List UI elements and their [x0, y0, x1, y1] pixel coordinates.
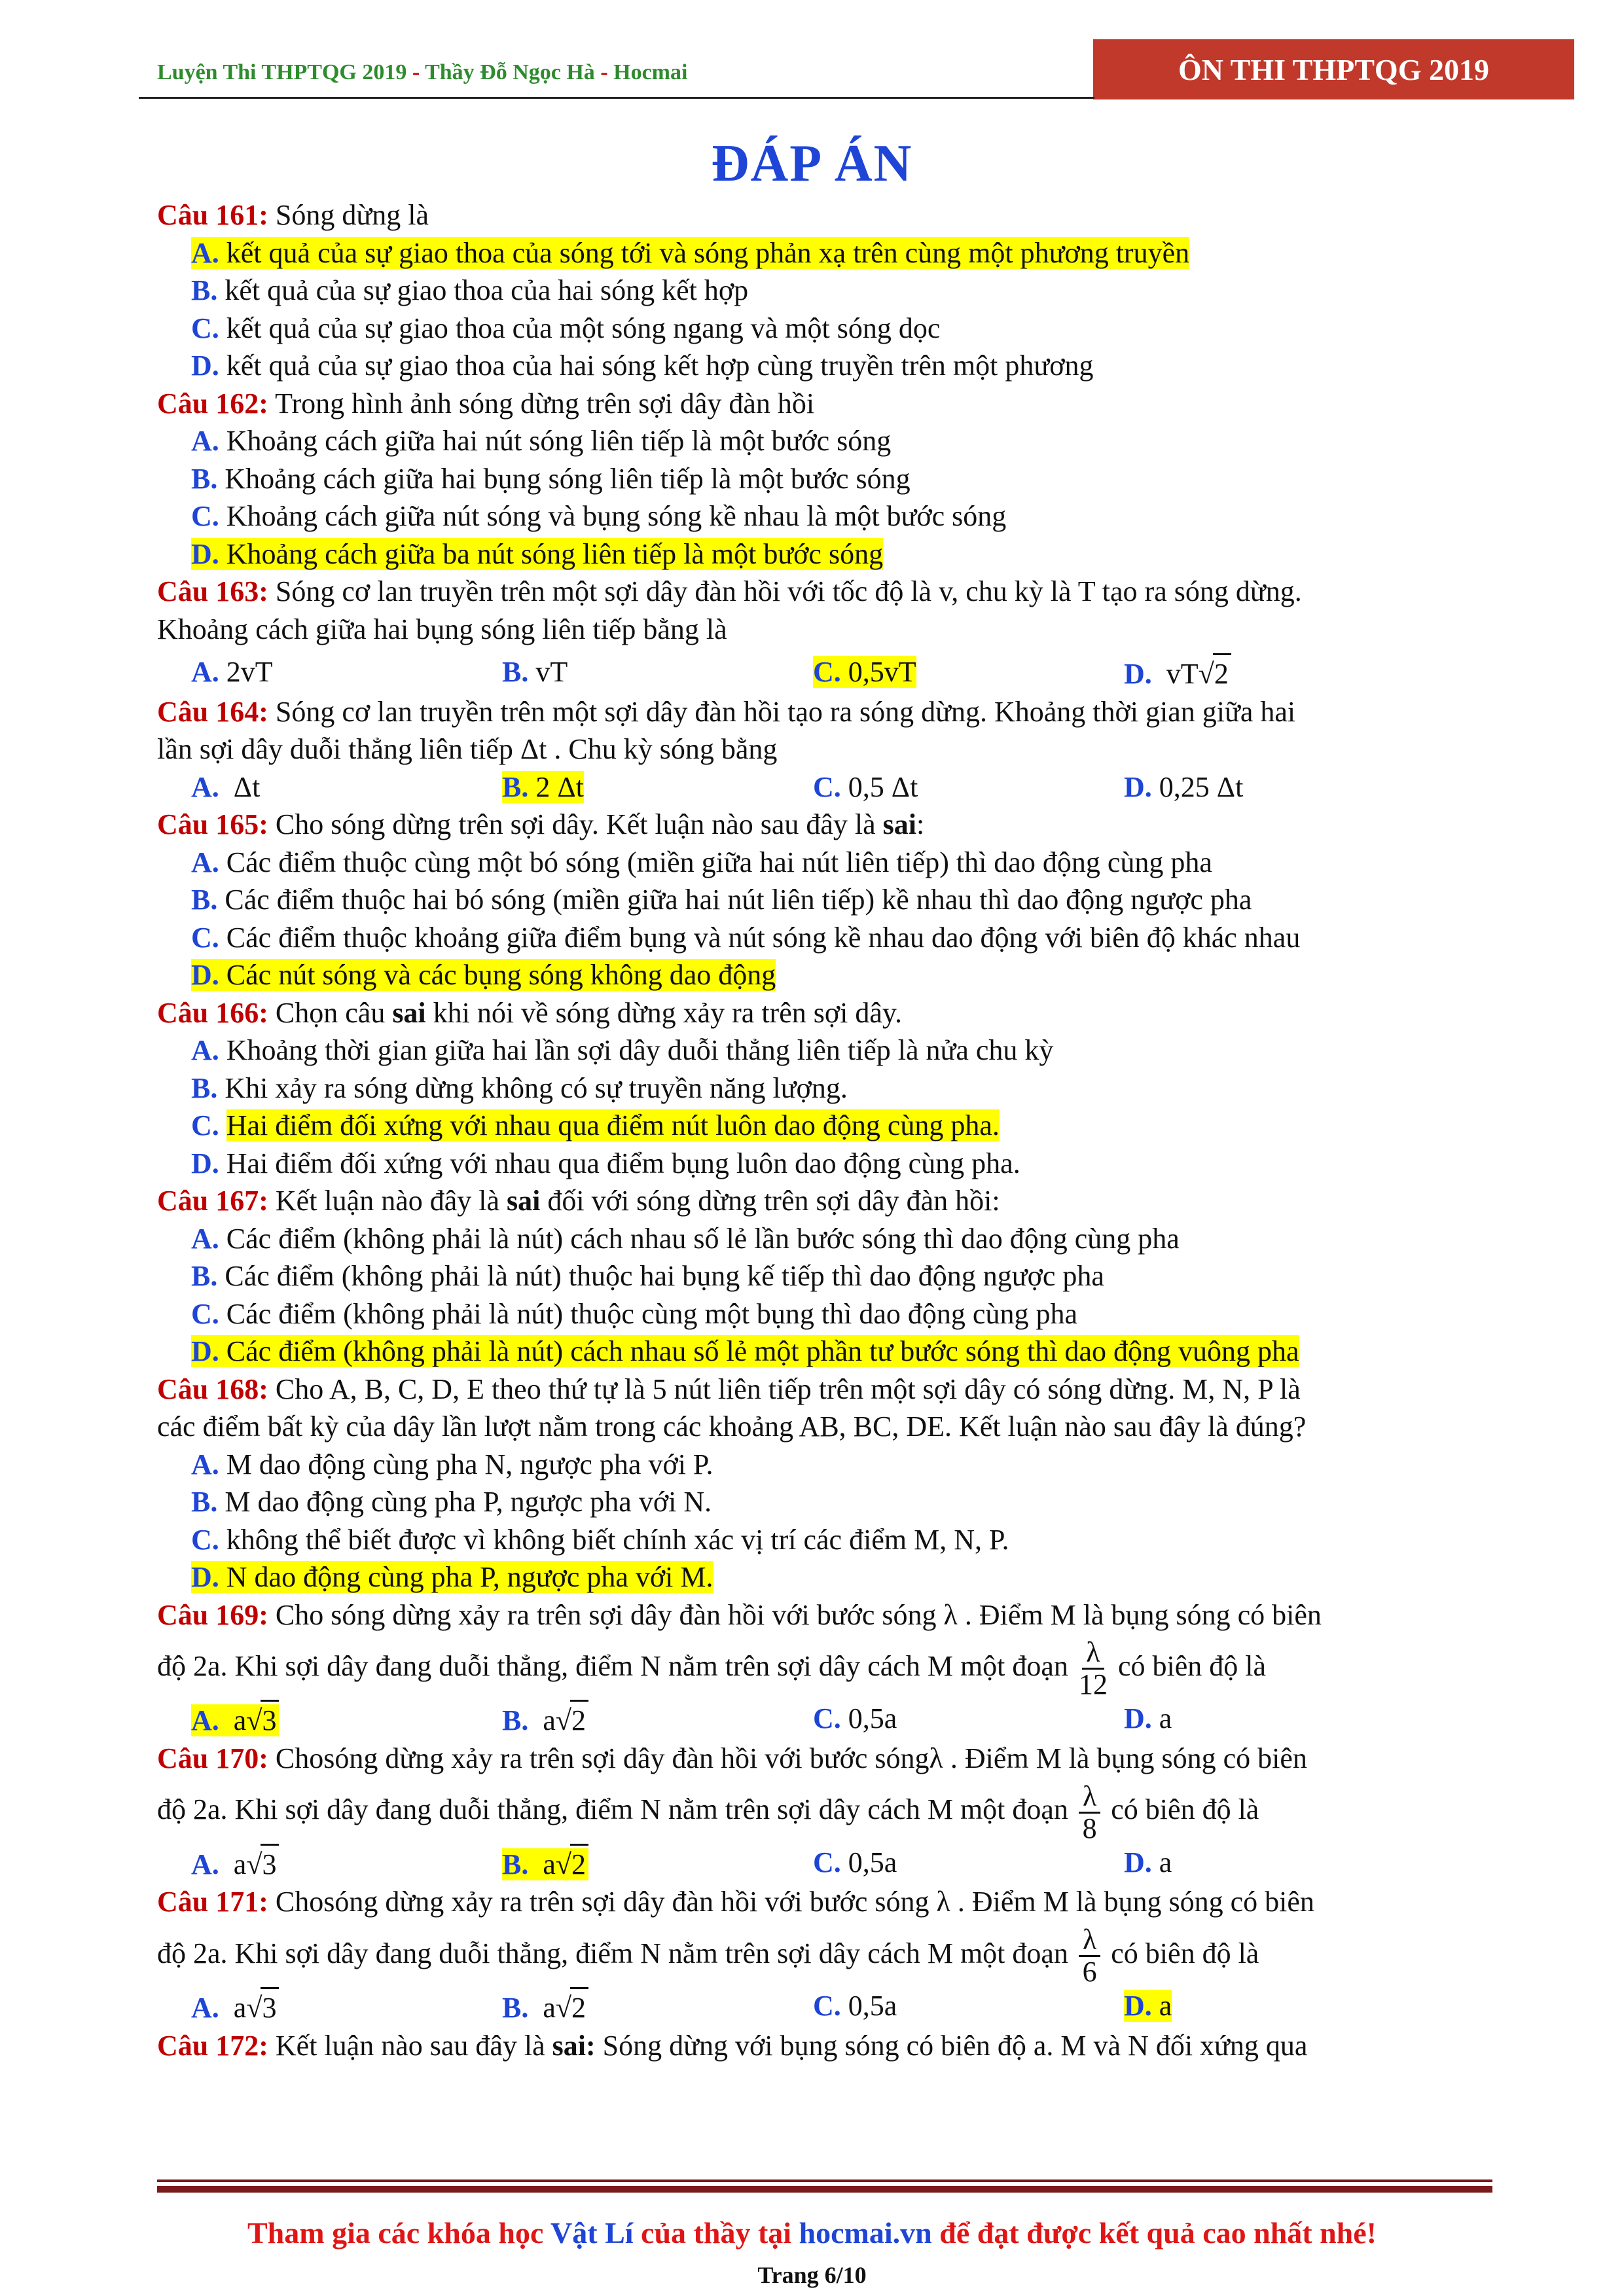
- option-b: B. a√2: [502, 1987, 813, 2027]
- option-text: 0,5a: [848, 1990, 897, 2022]
- header-brand: Hocmai: [613, 60, 688, 84]
- option-a: A. Các điểm thuộc cùng một bó sóng (miền giữa hai nút liên tiếp) thì dao động cùng pha: [191, 846, 1212, 878]
- option-a: A. M dao động cùng pha N, ngược pha với P.: [191, 1448, 713, 1480]
- option-a: A. Khoảng thời gian giữa hai lần sợi dây duỗi thẳng liên tiếp là nửa chu kỳ: [191, 1034, 1054, 1066]
- option-d: D. 0,25 Δt: [1124, 770, 1244, 803]
- option-letter: C.: [191, 312, 219, 344]
- sqrt-symbol: √2: [1199, 653, 1231, 693]
- question-text: Chosóng dừng xảy ra trên sợi dây đàn hồi với bước sóngλ . Điểm M là bụng sóng có biên: [268, 1742, 1307, 1774]
- sqrt-symbol: √3: [246, 1987, 279, 2027]
- question-stem: [157, 196, 1499, 234]
- sqrt-symbol: √3: [246, 1844, 279, 1884]
- option-letter: B.: [191, 462, 218, 495]
- option-text: Hai điểm đối xứng với nhau qua điểm nút luôn dao động cùng pha.: [226, 1109, 1000, 1141]
- option-text: Khoảng cách giữa hai nút sóng liên tiếp là một bước sóng: [226, 425, 892, 457]
- options-row: [157, 1700, 1499, 1740]
- question-number: Câu 167:: [157, 1185, 268, 1217]
- header-course: Luyện Thi THPTQG 2019: [157, 60, 407, 84]
- option-text: Hai điểm đối xứng với nhau qua điểm bụng luôn dao động cùng pha.: [226, 1147, 1020, 1179]
- option-a: [157, 422, 1499, 460]
- header-sep: -: [594, 60, 614, 84]
- question-stem: [157, 1371, 1499, 1408]
- question-text: Trong hình ảnh sóng dừng trên sợi dây đàn hồi: [268, 387, 815, 420]
- question-stem: [157, 385, 1499, 423]
- question-text-line2: độ 2a. Khi sợi dây đang duỗi thẳng, điểm N nằm trên sợi dây cách M một đoạn $\frac{\lambda}{12}$ có biên độ là: [157, 1636, 1266, 1701]
- option-text: 2vT: [226, 656, 273, 688]
- option-d: D. a: [1124, 1990, 1172, 2022]
- question-number: Câu 169:: [157, 1598, 268, 1631]
- options-row: [157, 1987, 1499, 2027]
- option-text: 2 Δt: [535, 770, 584, 803]
- options-row: [157, 1844, 1499, 1884]
- option-a: A. a√3: [191, 1700, 502, 1740]
- option-text: Các điểm (không phải là nút) thuộc hai bụng kế tiếp thì dao động ngược pha: [225, 1260, 1104, 1292]
- question-stem: Câu 172: Kết luận nào sau đây là sai: Sóng dừng với bụng sóng có biên độ a. M và N đối xứng qua: [157, 2029, 1308, 2062]
- question-text-line2: lần sợi dây duỗi thẳng liên tiếp Δt . Chu kỳ sóng bằng: [157, 733, 778, 765]
- option-text: 0,5a: [848, 1846, 897, 1878]
- question-text: Chosóng dừng xảy ra trên sợi dây đàn hồi với bước sóng λ . Điểm M là bụng sóng có biên: [268, 1886, 1314, 1918]
- option-text: Các điểm thuộc cùng một bó sóng (miền giữa hai nút liên tiếp) thì dao động cùng pha: [226, 846, 1212, 878]
- option-text: Khi xảy ra sóng dừng không có sự truyền năng lượng.: [225, 1071, 848, 1104]
- option-b: B. vT: [502, 656, 568, 688]
- question-number: Câu 168:: [157, 1372, 268, 1405]
- question-text-line2: độ 2a. Khi sợi dây đang duỗi thẳng, điểm N nằm trên sợi dây cách M một đoạn $\frac{\lambda}{6}$ có biên độ là: [157, 1924, 1259, 1988]
- option-text: không thể biết được vì không biết chính xác vị trí các điểm M, N, P.: [226, 1523, 1009, 1556]
- option-d: D. N dao động cùng pha P, ngược pha với M.: [191, 1561, 713, 1593]
- option-d: [157, 535, 1499, 573]
- question-number: Câu 161:: [157, 199, 268, 231]
- footer-divider: [157, 2179, 1492, 2182]
- option-text: N dao động cùng pha P, ngược pha với M.: [226, 1561, 713, 1593]
- option-b: B. 2 Δt: [502, 770, 584, 803]
- option-c: C. Hai điểm đối xứng với nhau qua điểm nút luôn dao động cùng pha.: [191, 1109, 1000, 1141]
- option-c: [157, 497, 1499, 535]
- option-letter: B.: [191, 274, 218, 306]
- option-text: M dao động cùng pha N, ngược pha với P.: [226, 1448, 713, 1480]
- option-text: Các nút sóng và các bụng sóng không dao động: [226, 959, 776, 991]
- option-c: C. không thể biết được vì không biết chính xác vị trí các điểm M, N, P.: [191, 1523, 1009, 1556]
- question-number: Câu 162:: [157, 387, 268, 420]
- option-letter: A.: [191, 425, 219, 457]
- options-row: [157, 653, 1499, 693]
- question-text: Sóng dừng là: [268, 199, 429, 231]
- option-a: A. 2vT: [191, 656, 273, 688]
- option-text: Các điểm thuộc khoảng giữa điểm bụng và nút sóng kề nhau dao động với biên độ khác nhau: [226, 921, 1301, 954]
- question-list: [157, 196, 1499, 2064]
- option-a: A. Δt: [191, 770, 261, 803]
- option-c: C. Các điểm (không phải là nút) thuộc cùng một bụng thì dao động cùng pha: [191, 1297, 1077, 1330]
- option-d: D. Các nút sóng và các bụng sóng không dao động: [191, 959, 776, 991]
- option-b: B. a√2: [502, 1844, 813, 1884]
- option-text: Các điểm thuộc hai bó sóng (miền giữa hai nút liên tiếp) kề nhau thì dao động ngược pha: [225, 884, 1252, 916]
- page-number: Trang 6/10: [757, 2262, 867, 2288]
- option-c: C. Các điểm thuộc khoảng giữa điểm bụng và nút sóng kề nhau dao động với biên độ khác nhau: [191, 921, 1301, 954]
- option-a: A. Các điểm (không phải là nút) cách nhau số lẻ lần bước sóng thì dao động cùng pha: [191, 1222, 1180, 1255]
- option-c: C. 0,5a: [813, 1990, 897, 2022]
- option-b: B. a√2: [502, 1700, 813, 1740]
- option-letter: D.: [191, 350, 219, 382]
- option-text: kết quả của sự giao thoa của sóng tới và sóng phản xạ trên cùng một phương truyền: [226, 236, 1190, 269]
- option-c: C. 0,5 Δt: [813, 770, 918, 803]
- question-stem: Câu 166: Chọn câu sai khi nói về sóng dừng xảy ra trên sợi dây.: [157, 996, 903, 1029]
- option-a: A. a√3: [191, 1987, 502, 2027]
- option-c: C. 0,5a: [813, 1846, 897, 1878]
- option-d: [157, 347, 1499, 385]
- option-text: M dao động cùng pha P, ngược pha với N.: [225, 1486, 712, 1518]
- header-badge: ÔN THI THPTQG 2019: [1093, 39, 1574, 99]
- page-title: ĐÁP ÁN: [711, 135, 913, 192]
- sqrt-symbol: √2: [556, 1987, 588, 2027]
- option-b: B. M dao động cùng pha P, ngược pha với N.: [191, 1486, 712, 1518]
- option-a: [157, 234, 1499, 272]
- question-stem: [157, 1596, 1499, 1634]
- option-text: Các điểm (không phải là nút) cách nhau số lẻ một phần tư bước sóng thì dao động vuông pha: [226, 1335, 1299, 1367]
- option-letter: C.: [191, 500, 219, 532]
- option-c: C. 0,5a: [813, 1702, 897, 1735]
- question-stem: Câu 167: Kết luận nào đây là sai đối với sóng dừng trên sợi dây đàn hồi:: [157, 1185, 1000, 1217]
- question-number: Câu 172:: [157, 2029, 268, 2062]
- options-row: [157, 768, 1499, 806]
- sqrt-symbol: √3: [246, 1700, 279, 1740]
- option-text: kết quả của sự giao thoa của một sóng ngang và một sóng dọc: [226, 312, 941, 344]
- footer-divider-thick: [157, 2186, 1492, 2193]
- option-b: B. Các điểm thuộc hai bó sóng (miền giữa hai nút liên tiếp) kề nhau thì dao động ngược pha: [191, 884, 1252, 916]
- question-stem: [157, 573, 1499, 611]
- option-text: 0,5a: [848, 1702, 897, 1735]
- option-letter: A.: [191, 236, 219, 269]
- question-stem: [157, 693, 1499, 731]
- option-text: 0,5vT: [848, 656, 916, 688]
- question-number: Câu 170:: [157, 1742, 268, 1774]
- sqrt-symbol: √2: [556, 1700, 588, 1740]
- question-text: Sóng cơ lan truyền trên một sợi dây đàn hồi với tốc độ là v, chu kỳ là T tạo ra sóng dừng.: [268, 575, 1302, 607]
- option-text: a: [1159, 1990, 1172, 2022]
- question-text: Cho A, B, C, D, E theo thứ tự là 5 nút liên tiếp trên một sợi dây có sóng dừng. M, N, P là: [268, 1372, 1301, 1405]
- footer-promo: Tham gia các khóa học Vật Lí của thầy tại hocmai.vn để đạt được kết quả cao nhất nhé!: [247, 2216, 1377, 2250]
- question-text-line2: Khoảng cách giữa hai bụng sóng liên tiếp bằng là: [157, 613, 727, 645]
- header-teacher: Thầy Đỗ Ngọc Hà: [425, 60, 595, 84]
- option-text: vT: [1166, 658, 1199, 690]
- option-b: [157, 460, 1499, 498]
- header-title: [157, 60, 687, 85]
- option-letter: D.: [191, 537, 219, 570]
- question-text-line2: các điểm bất kỳ của dây lần lượt nằm trong các khoảng AB, BC, DE. Kết luận nào sau đây là đúng?: [157, 1410, 1307, 1443]
- footer-link[interactable]: hocmai.vn: [799, 2216, 932, 2250]
- option-b: B. Các điểm (không phải là nút) thuộc hai bụng kế tiếp thì dao động ngược pha: [191, 1260, 1104, 1292]
- option-c: [157, 310, 1499, 348]
- question-number: Câu 165:: [157, 808, 268, 840]
- question-number: Câu 171:: [157, 1886, 268, 1918]
- option-text: a: [1159, 1702, 1172, 1735]
- option-text: Khoảng cách giữa hai bụng sóng liên tiếp là một bước sóng: [225, 462, 911, 495]
- question-text: Sóng cơ lan truyền trên một sợi dây đàn hồi tạo ra sóng dừng. Khoảng thời gian giữa hai: [268, 695, 1296, 728]
- option-text: 0,25 Δt: [1159, 770, 1244, 803]
- sqrt-symbol: √2: [556, 1844, 588, 1884]
- option-text: kết quả của sự giao thoa của hai sóng kết hợp: [225, 274, 749, 306]
- question-text-line2: độ 2a. Khi sợi dây đang duỗi thẳng, điểm N nằm trên sợi dây cách M một đoạn $\frac{\lambda}{8}$ có biên độ là: [157, 1780, 1259, 1844]
- option-a: A. a√3: [191, 1844, 502, 1884]
- question-number: Câu 166:: [157, 996, 268, 1029]
- fraction: $\frac{\lambda}{6}$: [1079, 1925, 1100, 1987]
- header-divider: [139, 97, 1094, 99]
- option-text: Các điểm (không phải là nút) cách nhau số lẻ lần bước sóng thì dao động cùng pha: [226, 1222, 1180, 1255]
- option-text: 0,5 Δt: [848, 770, 918, 803]
- header-sep: -: [406, 60, 425, 84]
- option-text: kết quả của sự giao thoa của hai sóng kết hợp cùng truyền trên một phương: [226, 350, 1094, 382]
- option-text: Khoảng thời gian giữa hai lần sợi dây duỗi thẳng liên tiếp là nửa chu kỳ: [226, 1034, 1054, 1066]
- question-stem: [157, 1883, 1499, 1921]
- question-stem: [157, 1740, 1499, 1778]
- question-number: Câu 163:: [157, 575, 268, 607]
- question-stem: Câu 165: Cho sóng dừng trên sợi dây. Kết luận nào sau đây là sai:: [157, 808, 925, 840]
- fraction: $\frac{\lambda}{8}$: [1079, 1782, 1100, 1844]
- fraction: $\frac{\lambda}{12}$: [1078, 1636, 1108, 1701]
- option-text: Các điểm (không phải là nút) thuộc cùng một bụng thì dao động cùng pha: [226, 1297, 1077, 1330]
- option-d: D. a: [1124, 1702, 1172, 1735]
- option-b: [157, 272, 1499, 310]
- option-d: D. Hai điểm đối xứng với nhau qua điểm bụng luôn dao động cùng pha.: [191, 1147, 1020, 1179]
- option-c: C. 0,5vT: [813, 656, 916, 688]
- option-d: D. a: [1124, 1846, 1172, 1878]
- option-text: Khoảng cách giữa nút sóng và bụng sóng kề nhau là một bước sóng: [226, 500, 1007, 532]
- question-number: Câu 164:: [157, 695, 268, 728]
- option-d: D. Các điểm (không phải là nút) cách nhau số lẻ một phần tư bước sóng thì dao động vuông pha: [191, 1335, 1299, 1367]
- option-d: D. vT√2: [1124, 653, 1435, 693]
- option-text: Δt: [233, 770, 261, 803]
- option-text: vT: [535, 656, 568, 688]
- question-text: Cho sóng dừng xảy ra trên sợi dây đàn hồi với bước sóng λ . Điểm M là bụng sóng có biên: [268, 1598, 1322, 1631]
- option-text: Khoảng cách giữa ba nút sóng liên tiếp là một bước sóng: [226, 537, 884, 570]
- option-b: B. Khi xảy ra sóng dừng không có sự truyền năng lượng.: [191, 1071, 848, 1104]
- option-text: a: [1159, 1846, 1172, 1878]
